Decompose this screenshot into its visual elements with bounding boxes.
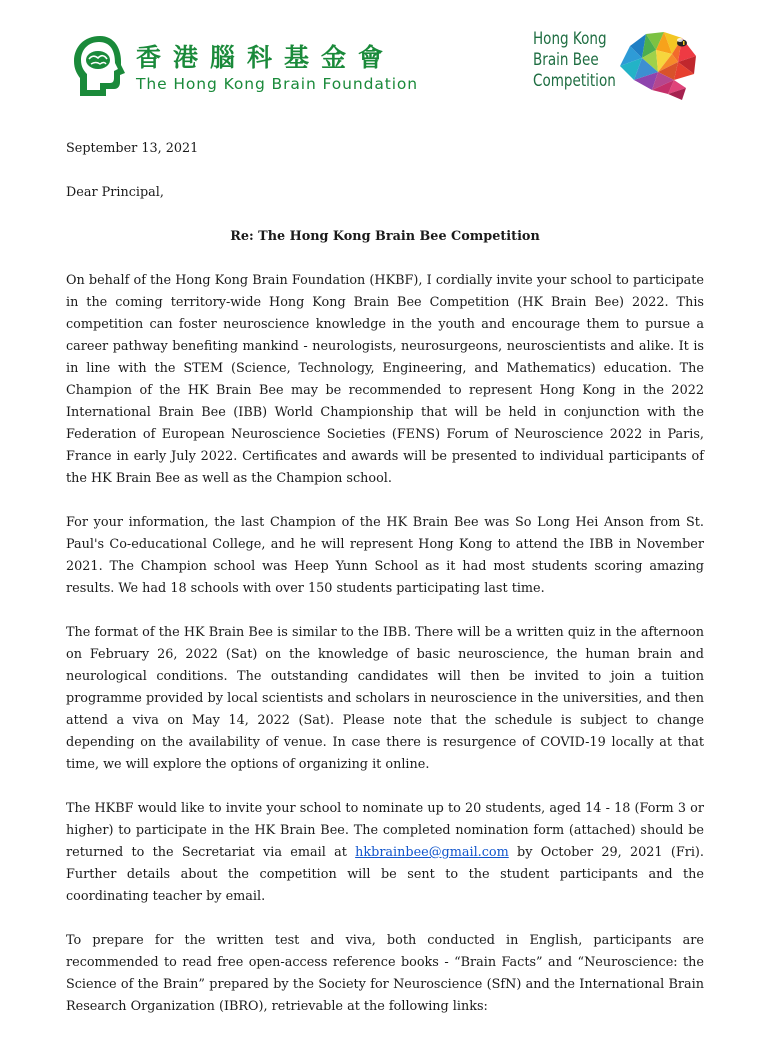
brain-bee-logo [530,28,700,100]
paragraph-5: To prepare for the written test and viva, both conducted in English, participants are recommended to read free open-access reference books - “Brain Facts” and “Neuroscience: the Science of the Brain” prepared by the Society for Neuroscience (SfN) and the International Brain Research Organization (IBRO), retrievable at the following links: [66,933,704,1014]
hkbf-name-english: The Hong Kong Brain Foundation [136,75,419,93]
brain-bee-logo-line1: Hong Kong [533,29,607,48]
subject-line: Re: The Hong Kong Brain Bee Competition [230,229,540,244]
brain-bee-logo-line2: Brain Bee [533,50,599,69]
paragraph-3: The format of the HK Brain Bee is similar to the IBB. There will be a written quiz in the afternoon on February 26, 2022 (Sat) on the knowledge of basic neuroscience, the human brain and neurological conditions. The outstanding candidates will then be invited to join a tuition programme provided by local scientists and scholars in neuroscience in the universities, and then attend a viva on May 14, 2022 (Sat). Please note that the schedule is subject to change depending on the availability of venue. In case there is resurgence of COVID-19 locally at that time, we will explore the options of organizing it online. [66,625,704,772]
paragraph-1: On behalf of the Hong Kong Brain Foundation (HKBF), I cordially invite your school to participate in the coming territory-wide Hong Kong Brain Bee Competition (HK Brain Bee) 2022. This competition can foster neuroscience knowledge in the youth and encourage them to pursue a career pathway benefiting mankind - neurologists, neurosurgeons, neuroscientists and alike. It is in line with the STEM (Science, Technology, Engineering, and Mathematics) education. The Champion of the HK Brain Bee may be recommended to represent Hong Kong in the 2022 International Brain Bee (IBB) World Championship that will be held in conjunction with the Federation of European Neuroscience Societies (FENS) Forum of Neuroscience 2022 in Paris, France in early July 2022. Certificates and awards will be presented to individual participants of the HK Brain Bee as well as the Champion school. [66,273,704,486]
head-profile-icon [70,34,130,98]
hkbf-name-chinese: 香港腦科基金會 [136,43,396,72]
polygon-brain-icon [616,28,700,100]
paragraph-4-text-after: by October 29, 2021 (Fri). Further details about the competition will be sent to the student participants and the coordinating teacher by email. [66,845,704,904]
letter-date: September 13, 2021 [66,141,199,156]
hkbf-logo [70,34,420,98]
paragraph-4 [66,798,704,908]
paragraph-4-text-before: The HKBF would like to invite your school to nominate up to 20 students, aged 14 - 18 (Form 3 or higher) to participate in the HK Brain Bee. The completed nomination form (attached) should be returned to the Secretariat via email at [66,801,704,860]
brain-bee-logo-text [533,28,616,91]
paragraph-2: For your information, the last Champion of the HK Brain Bee was So Long Hei Anson from St. Paul's Co-educational College, and he will represent Hong Kong to attend the IBB in November 2021. The Champion school was Heep Yunn School as it had most students scoring amazing results. We had 18 schools with over 150 students participating last time. [66,515,704,596]
letter-body [66,138,704,1040]
brain-bee-logo-line3: Competition [533,71,616,90]
email-link[interactable]: hkbrainbee@gmail.com [355,845,509,860]
salutation: Dear Principal, [66,185,164,200]
